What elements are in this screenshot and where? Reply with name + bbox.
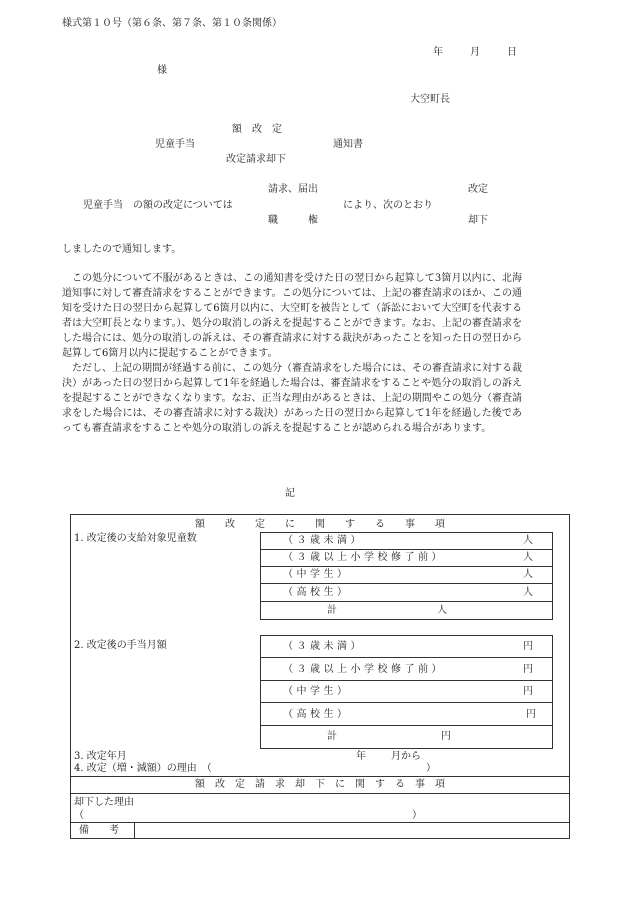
item1-label: 1. 改定後の支給対象児童数	[74, 533, 197, 544]
amount-row-label: （高校生）	[283, 709, 351, 720]
intro-result-top: 改定	[468, 184, 488, 195]
amount-row-label: （３歳以上小学校修了前）	[283, 664, 445, 675]
children-row-unit: 人	[523, 535, 533, 546]
item3-label: 3. 改定年月	[74, 751, 127, 762]
form-number: 様式第１０号（第６条、第７条、第１０条関係）	[62, 18, 282, 29]
section-header: 額 改 定 に 関 す る 事 項	[195, 519, 445, 530]
children-row-label: （３歳未満）	[283, 535, 364, 546]
children-row-unit: 人	[523, 569, 533, 580]
date-month: 月	[470, 47, 480, 58]
title-top: 額 改 定	[232, 124, 282, 135]
title-left: 児童手当	[155, 139, 195, 150]
date-day: 日	[507, 47, 517, 58]
title-bottom: 改定請求却下	[226, 154, 286, 165]
amount-row-label: （３歳未満）	[283, 641, 364, 652]
addressee-suffix: 様	[157, 65, 167, 76]
intro-option-bottom: 職 権	[268, 215, 318, 226]
reject-open: （	[74, 810, 84, 821]
children-row-unit: 人	[523, 552, 533, 563]
notice-paragraph: ただし、上記の期間が経過する前に、この処分（審査請求をした場合には、その審査請求に対する裁決）があった日の翌日から起算して1年を経過した場合は、審査請求をすることや処分の取消しの訴えを提起することができなくなります。なお、正当な理由があるときは、上記の期間やこの処分（審査請求をした場合には、その審査請求に対する裁決）があった日の翌日から起算して1年を経過した後であっても審査請求をすることや処分の取消しの訴えを提起することが認められる場合があります。	[62, 363, 522, 434]
reject-reason-label: 却下した理由	[74, 797, 134, 808]
item3-year: 年	[356, 751, 366, 762]
amount-row-label: （中学生）	[283, 686, 351, 697]
children-row-unit: 人	[523, 587, 533, 598]
title-right: 通知書	[333, 139, 363, 150]
item2-label: 2. 改定後の手当月額	[74, 640, 167, 651]
issuer: 大空町長	[410, 94, 450, 105]
date-year: 年	[433, 47, 443, 58]
children-row-label: （中学生）	[283, 569, 351, 580]
children-total-label: 計	[327, 605, 337, 616]
item3-month: 月から	[391, 751, 421, 762]
children-total-unit: 人	[437, 605, 447, 616]
intro-middle: により、次のとおり	[343, 200, 433, 211]
appeal-notice	[62, 271, 522, 436]
intro-closing: しましたので通知します。	[62, 244, 182, 255]
item4-label: 4. 改定（増・減額）の理由 （	[74, 763, 212, 774]
children-row-label: （３歳以上小学校修了前）	[283, 552, 445, 563]
intro-prefix: 児童手当 の額の改定については	[83, 200, 233, 211]
amount-row-unit: 円	[523, 641, 533, 652]
intro-option-top: 請求、届出	[268, 184, 318, 195]
reject-header: 額 改 定 請 求 却 下 に 関 す る 事 項	[195, 779, 445, 790]
amount-row-unit: 円	[523, 664, 533, 675]
amount-total-label: 計	[327, 731, 337, 742]
amount-row-unit: 円	[526, 709, 536, 720]
amount-total-unit: 円	[441, 731, 451, 742]
children-row-label: （高校生）	[283, 587, 351, 598]
ki-mark: 記	[285, 488, 295, 499]
reject-close: ）	[412, 810, 422, 821]
notice-paragraph: この処分について不服があるときは、この通知書を受けた日の翌日から起算して3箇月以内に、北海道知事に対して審査請求をすることができます。この処分については、上記の審査請求のほか、この通知を受けた日の翌日から起算して6箇月以内に、大空町を被告として（訴訟において大空町を代表する者は大空町長となります。）、処分の取消しの訴えを提起することができます。なお、上記の審査請求をした場合には、処分の取消しの訴えは、その審査請求に対する裁決があったことを知った日の翌日から起算して6箇月以内に提起することができます。	[62, 273, 522, 359]
amount-row-unit: 円	[523, 686, 533, 697]
revision-form	[70, 514, 570, 839]
intro-result-bottom: 却下	[468, 215, 488, 226]
item4-close: ）	[426, 763, 436, 774]
remarks-label: 備 考	[79, 825, 119, 836]
